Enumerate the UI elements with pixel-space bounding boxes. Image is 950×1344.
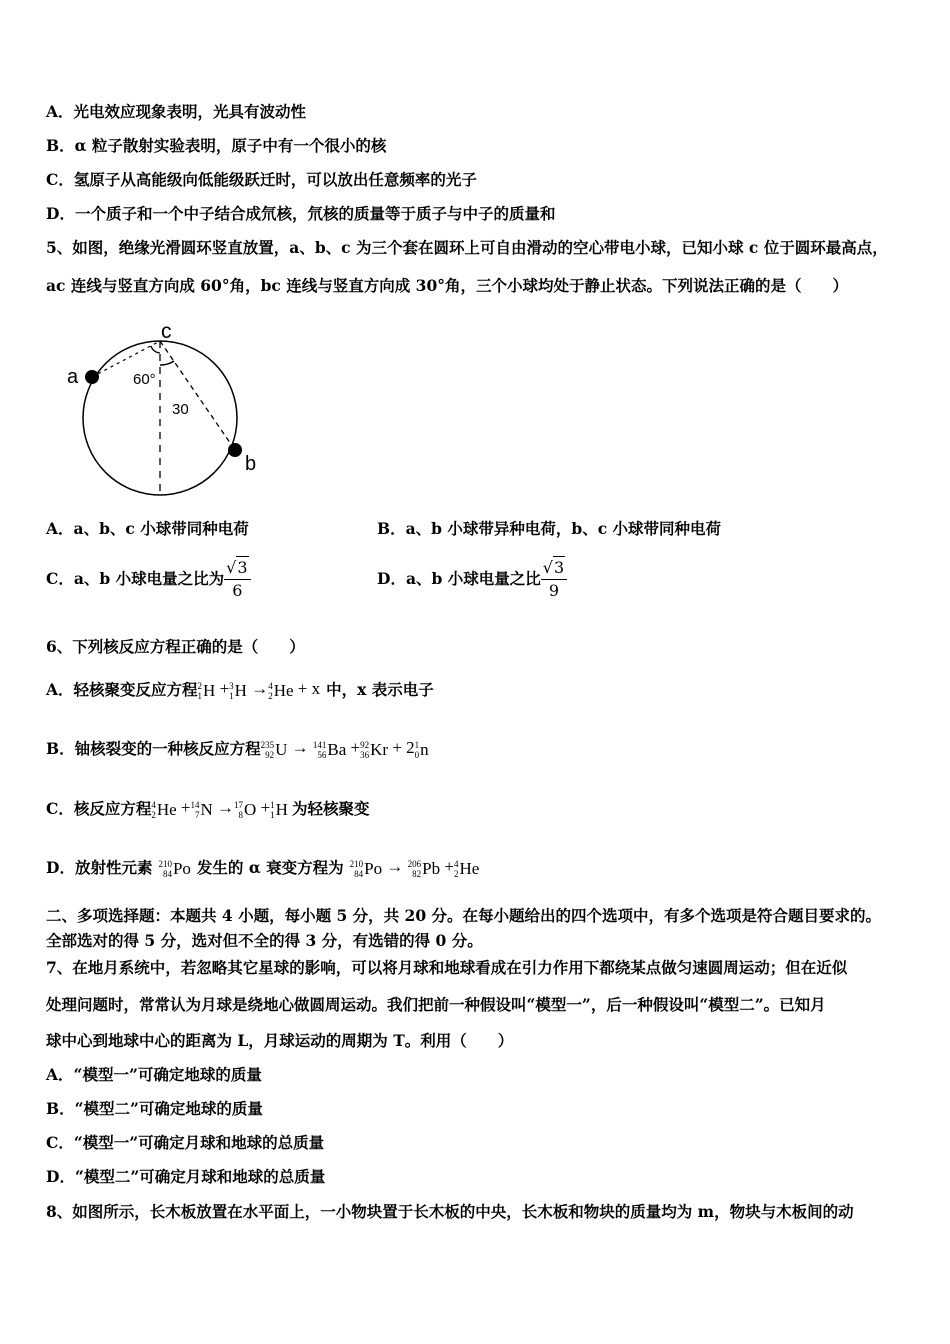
q7-stem-line-2: 处理问题时，常常认为月球是绕地心做圆周运动。我们把前一种假设叫“模型一”，后一种假设叫“模型二”。已知月 — [46, 995, 826, 1014]
q6-option-d-middle: 发生的 α 衰变方程为 — [196, 858, 344, 877]
q6-option-c-prefix: C．核反应方程 — [46, 799, 152, 818]
q5-option-d — [377, 552, 567, 606]
bc-dashed-line — [160, 341, 235, 450]
label-60-degrees: 60° — [133, 371, 156, 388]
q7-option-c: C．“模型一”可确定月球和地球的总质量 — [46, 1133, 325, 1152]
ball-a — [85, 370, 99, 384]
q7-option-a: A．“模型一”可确定地球的质量 — [46, 1065, 262, 1084]
q5-option-d-fraction: √ 3 9 — [541, 556, 567, 602]
label-a: a — [67, 366, 79, 388]
q5-option-b: B．a、b 小球带异种电荷，b、c 小球带同种电荷 — [377, 519, 722, 538]
q6-option-d-equation: 210 84 Po → 206 82 Pb + 4 2 He — [349, 857, 480, 879]
q5-figure-circle-diagram — [55, 315, 285, 505]
q7-stem-line-1: 7、在地月系统中，若忽略其它星球的影响，可以将月球和地球看成在引力作用下都绕某点做匀速圆周运动；但在近似 — [46, 958, 848, 977]
q4-option-c: C．氢原子从高能级向低能级跃迁时，可以放出任意频率的光子 — [46, 170, 477, 189]
section2-heading-line-1: 二、多项选择题：本题共 4 小题，每小题 5 分，共 20 分。在每小题给出的四个选项中，有多个选项是符合题目要求的。 — [46, 906, 882, 925]
q8-stem-line-1: 8、如图所示，长木板放置在水平面上，一小物块置于长木板的中央，长木板和物块的质量均为 m，物块与木板间的动 — [46, 1202, 854, 1221]
q7-option-b: B．“模型二”可确定地球的质量 — [46, 1099, 263, 1118]
q6-option-b-prefix: B．铀核裂变的一种核反应方程 — [46, 739, 261, 758]
ball-b — [228, 443, 242, 457]
label-30-degrees: 30 — [172, 401, 189, 418]
q5-option-d-denominator: 9 — [548, 581, 560, 600]
label-b: b — [245, 453, 257, 475]
q6-option-b — [46, 729, 429, 769]
q6-option-c-suffix: 为轻核聚变 — [291, 799, 370, 818]
q5-option-c — [46, 552, 251, 606]
q6-option-c-equation: 4 2 He + 14 7 N → 17 8 O + 1 1 H — [151, 798, 288, 820]
angle-30-arc — [160, 361, 174, 365]
q4-option-d: D．一个质子和一个中子结合成氘核，氘核的质量等于质子与中子的质量和 — [46, 204, 556, 223]
q7-stem-line-3: 球中心到地球中心的距离为 L，月球运动的周期为 T。利用（ ） — [46, 1031, 514, 1050]
q5-option-c-text: C．a、b 小球电量之比为 — [46, 569, 225, 588]
angle-60-arc — [151, 346, 160, 353]
q6-option-d-prefix: D．放射性元素 — [46, 858, 153, 877]
q6-option-d — [46, 848, 479, 888]
q7-option-d: D．“模型二”可确定月球和地球的总质量 — [46, 1167, 326, 1186]
q5-option-a: A．a、b、c 小球带同种电荷 — [46, 519, 249, 538]
q6-option-b-equation: 235 92 U → 141 56 Ba + 92 36 Kr + 2 1 0 n — [260, 738, 429, 760]
q6-option-a-suffix: 中，x 表示电子 — [326, 680, 434, 699]
q5-option-d-radicand: 3 — [553, 558, 565, 577]
q5-option-c-radicand: 3 — [237, 558, 248, 577]
q6-option-a-equation: 2 1 H + 3 1 H → 4 2 He + x — [197, 679, 321, 701]
q6-option-a-prefix: A．轻核聚变反应方程 — [46, 680, 198, 699]
q5-stem-line-1: 5、如图，绝缘光滑圆环竖直放置，a、b、c 为三个套在圆环上可自由滑动的空心带电小球，已知小球 c 位于圆环最高点， — [46, 238, 888, 257]
q6-stem: 6、下列核反应方程正确的是（ ） — [46, 637, 305, 656]
q4-option-b: B．α 粒子散射实验表明，原子中有一个很小的核 — [46, 136, 387, 155]
q4-option-a: A．光电效应现象表明，光具有波动性 — [46, 102, 307, 121]
q5-option-c-fraction: √ 3 6 — [224, 556, 250, 602]
section2-heading-line-2: 全部选对的得 5 分，选对但不全的得 3 分，有选错的得 0 分。 — [46, 931, 483, 950]
q6-option-d-element: 210 84 Po — [158, 858, 191, 879]
label-c: c — [161, 320, 172, 343]
q5-option-d-text: D．a、b 小球电量之比 — [377, 569, 541, 588]
q6-option-c — [46, 789, 369, 829]
q6-option-a — [46, 670, 434, 710]
q5-option-c-denominator: 6 — [232, 581, 243, 600]
q5-stem-line-2: ac 连线与竖直方向成 60°角，bc 连线与竖直方向成 30°角，三个小球均处于静止状态。下列说法正确的是（ ） — [46, 276, 848, 295]
